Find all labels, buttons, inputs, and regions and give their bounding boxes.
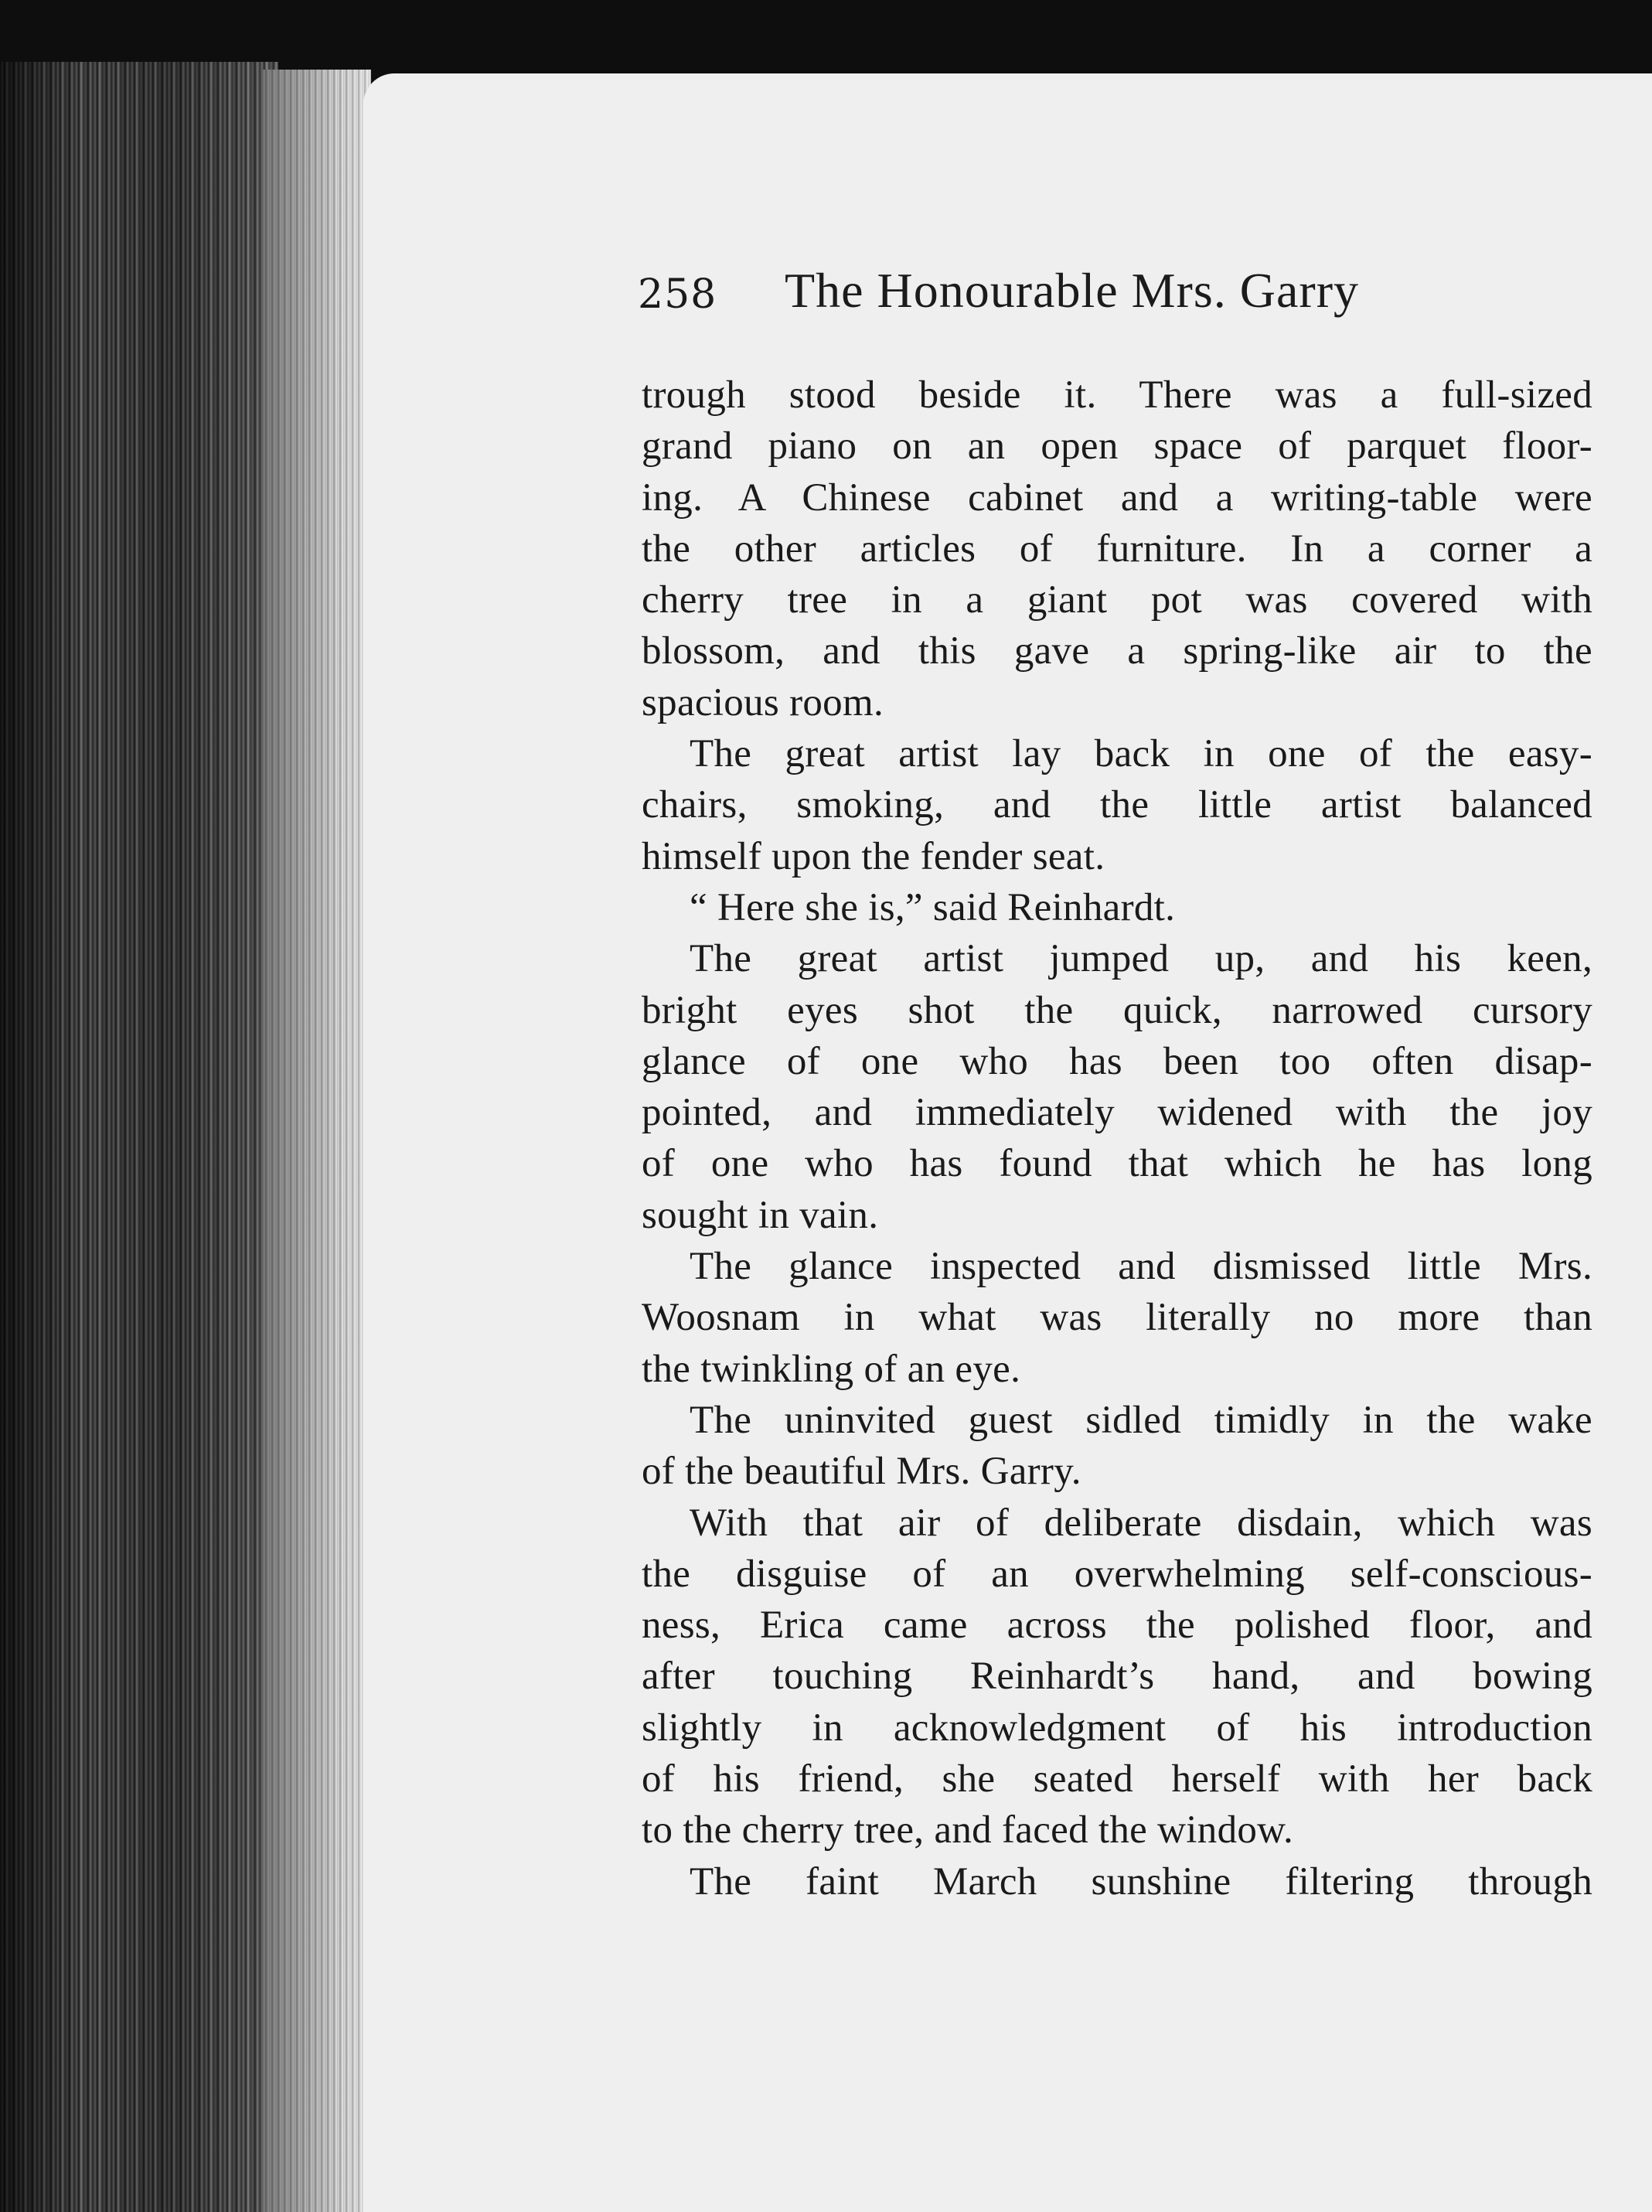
spine-shadow	[0, 62, 278, 2212]
text-line: spacious room.	[642, 680, 884, 724]
text-line: pointed, and immediately widened with the joy	[642, 1091, 1592, 1135]
text-line: after touching Reinhardt’s hand, and bowing	[642, 1655, 1592, 1699]
text-line: himself upon the fender seat.	[642, 834, 1105, 878]
text-line: The faint March sunshine filtering through	[690, 1859, 1592, 1904]
text-line: the other articles of furniture. In a corner a	[642, 527, 1592, 571]
text-line: bright eyes shot the quick, narrowed cursory	[642, 988, 1592, 1032]
text-line: glance of one who has been too often disap-	[642, 1039, 1592, 1083]
text-line: ing. A Chinese cabinet and a writing-table were	[642, 475, 1592, 520]
text-line: chairs, smoking, and the little artist balanced	[642, 783, 1592, 827]
text-line: trough stood beside it. There was a full-sized	[642, 373, 1592, 417]
text-line: sought in vain.	[642, 1193, 879, 1237]
text-line: The great artist jumped up, and his keen,	[690, 937, 1592, 981]
text-line: to the cherry tree, and faced the window.	[642, 1808, 1294, 1852]
text-line: The uninvited guest sidled timidly in the wake	[690, 1398, 1592, 1442]
text-line: the twinkling of an eye.	[642, 1347, 1021, 1391]
text-line: The great artist lay back in one of the easy-	[690, 732, 1592, 776]
text-line: Woosnam in what was literally no more than	[642, 1296, 1592, 1340]
text-line: With that air of deliberate disdain, which was	[690, 1501, 1592, 1545]
text-line: The glance inspected and dismissed little Mrs.	[690, 1245, 1592, 1289]
text-line: ness, Erica came across the polished floor, and	[642, 1604, 1592, 1648]
page-number: 258	[638, 271, 717, 318]
running-title: The Honourable Mrs. Garry	[785, 263, 1359, 318]
text-line: the disguise of an overwhelming self-conscious-	[642, 1552, 1592, 1596]
text-line: cherry tree in a giant pot was covered with	[642, 578, 1592, 622]
body-text	[642, 370, 1592, 1907]
text-line: of the beautiful Mrs. Garry.	[642, 1450, 1081, 1494]
text-line: grand piano on an open space of parquet floor-	[642, 424, 1592, 469]
page-edges-shadow	[263, 70, 371, 2212]
text-line: of one who has found that which he has long	[642, 1142, 1592, 1186]
text-line: of his friend, she seated herself with her back	[642, 1757, 1592, 1801]
text-line: “ Here she is,” said Reinhardt.	[690, 885, 1176, 929]
text-line: blossom, and this gave a spring-like air to the	[642, 629, 1592, 673]
text-line: slightly in acknowledgment of his introduction	[642, 1706, 1592, 1750]
running-header	[638, 259, 1612, 336]
